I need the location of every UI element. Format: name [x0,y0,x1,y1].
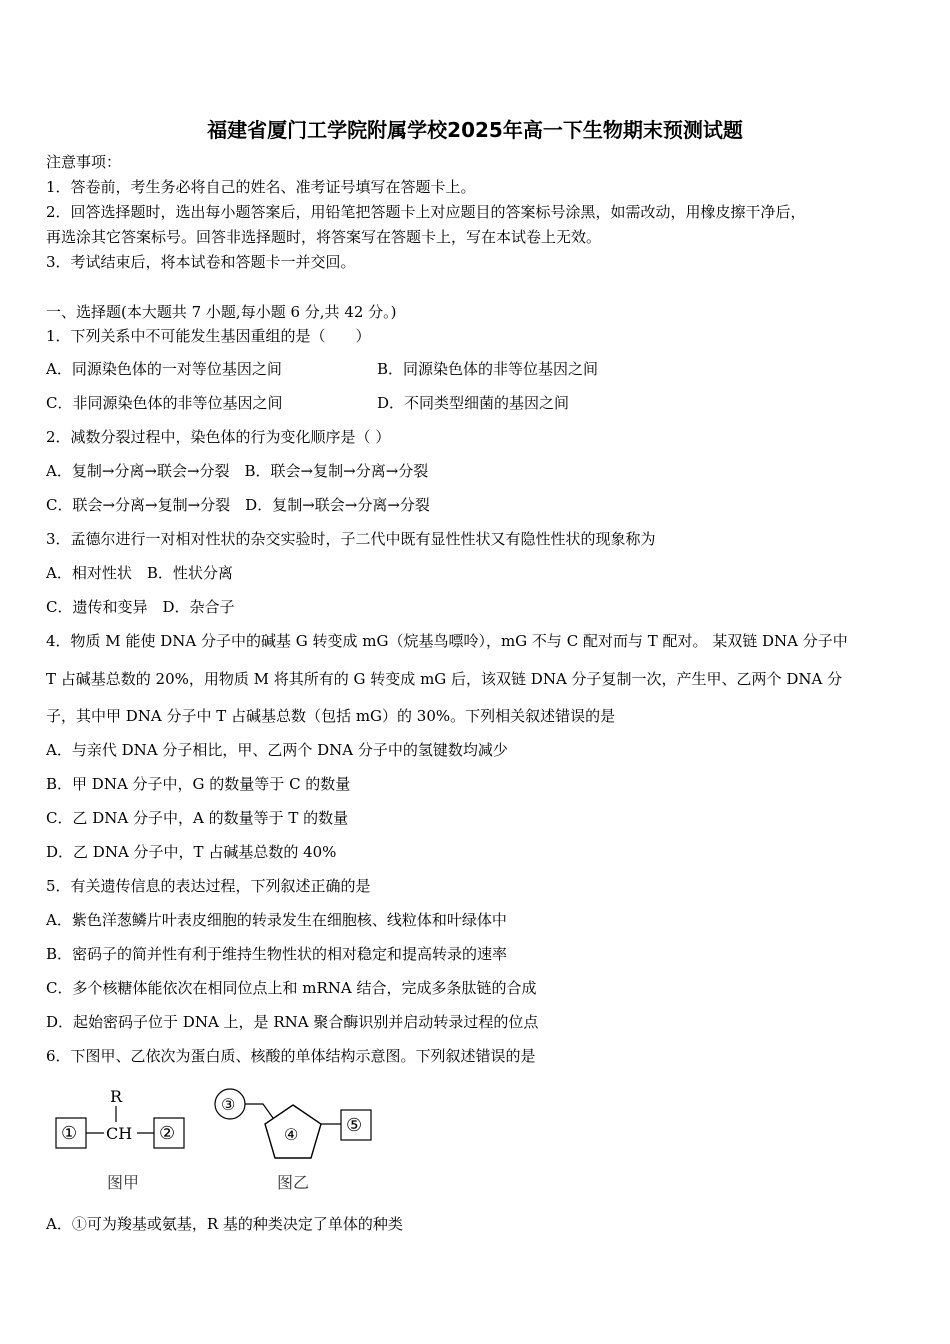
q3-stem: 3．孟德尔进行一对相对性状的杂交实验时，子二代中既有显性性状又有隐性性状的现象称为 [46,530,656,548]
q5-option-a: A．紫色洋葱鳞片叶表皮细胞的转录发生在细胞核、线粒体和叶绿体中 [46,911,507,929]
pentagon-4-label: ④ [284,1125,299,1144]
circle-3-label: ③ [221,1095,236,1114]
q2-options-ab: A．复制→分离→联会→分裂 B．联会→复制→分离→分裂 [46,462,429,480]
box-1-label: ① [61,1123,78,1144]
q5-stem: 5．有关遗传信息的表达过程，下列叙述正确的是 [46,877,371,895]
box-5-label: ⑤ [346,1115,363,1136]
q4-stem-line1: 4．物质 M 能使 DNA 分子中的碱基 G 转变成 mG（烷基鸟嘌呤），mG 不与 C 配对而与 T 配对。 某双链 DNA 分子中 [46,632,848,650]
section-heading: 一、选择题(本大题共 7 小题,每小题 6 分,共 42 分。) [46,303,397,321]
q4-option-d: D．乙 DNA 分子中，T 占碱基总数的 40% [46,843,337,861]
q2-options-cd: C．联会→分离→复制→分裂 D．复制→联会→分离→分裂 [46,496,430,514]
q5-option-b: B．密码子的简并性有利于维持生物性状的相对稳定和提高转录的速率 [46,945,508,963]
q3-options-ab: A．相对性状 B．性状分离 [46,564,233,582]
notice-item-2-cont: 再选涂其它答案标号。回答非选择题时，将答案写在答题卡上，写在本试卷上无效。 [46,228,602,246]
q4-option-b: B．甲 DNA 分子中，G 的数量等于 C 的数量 [46,775,351,793]
notice-item-3: 3．考试结束后，将本试卷和答题卡一并交回。 [46,253,356,271]
q4-stem-line3: 子，其中甲 DNA 分子中 T 占碱基总数（包括 mG）的 30%。下列相关叙述错误的是 [46,707,616,725]
q4-option-c: C．乙 DNA 分子中，A 的数量等于 T 的数量 [46,809,349,827]
page-title: 福建省厦门工学院附属学校2025年高一下生物期末预测试题 [207,118,743,142]
q3-options-cd: C．遗传和变异 D．杂合子 [46,598,235,616]
q1-option-a: A．同源染色体的一对等位基因之间 [46,360,282,378]
q6-option-a: A．①可为羧基或氨基，R 基的种类决定了单体的种类 [46,1215,403,1233]
figure-nucleotide [205,1080,385,1195]
r-group-label: R [110,1087,123,1106]
notice-heading: 注意事项： [46,153,122,171]
q1-option-b: B．同源染色体的非等位基因之间 [377,360,599,378]
q1-option-c: C．非同源染色体的非等位基因之间 [46,394,283,412]
q5-option-d: D．起始密码子位于 DNA 上，是 RNA 聚合酶识别并启动转录过程的位点 [46,1013,539,1031]
q6-stem: 6．下图甲、乙依次为蛋白质、核酸的单体结构示意图。下列叙述错误的是 [46,1047,536,1065]
q2-stem: 2．减数分裂过程中，染色体的行为变化顺序是（ ） [46,428,391,446]
q4-stem-line2: T 占碱基总数的 20%，用物质 M 将其所有的 G 转变成 mG 后，该双链 DNA 分子复制一次，产生甲、乙两个 DNA 分 [46,670,843,688]
q5-option-c: C．多个核糖体能依次在相同位点上和 mRNA 结合，完成多条肽链的合成 [46,979,537,997]
q4-option-a: A．与亲代 DNA 分子相比，甲、乙两个 DNA 分子中的氢键数均减少 [46,741,508,759]
caption-a: 图甲 [107,1173,140,1192]
ch-label: CH [106,1124,133,1143]
q1-stem: 1．下列关系中不可能发生基因重组的是（ ） [46,327,371,345]
q1-option-d: D．不同类型细菌的基因之间 [377,394,570,412]
figure-amino-acid [40,1080,200,1195]
box-2-label: ② [159,1123,176,1144]
notice-item-2: 2．回答选择题时，选出每小题答案后，用铅笔把答题卡上对应题目的答案标号涂黑，如需改动，用橡皮擦干净后， [46,203,806,221]
notice-item-1: 1．答卷前，考生务必将自己的姓名、准考证号填写在答题卡上。 [46,178,476,196]
caption-b: 图乙 [277,1173,310,1192]
